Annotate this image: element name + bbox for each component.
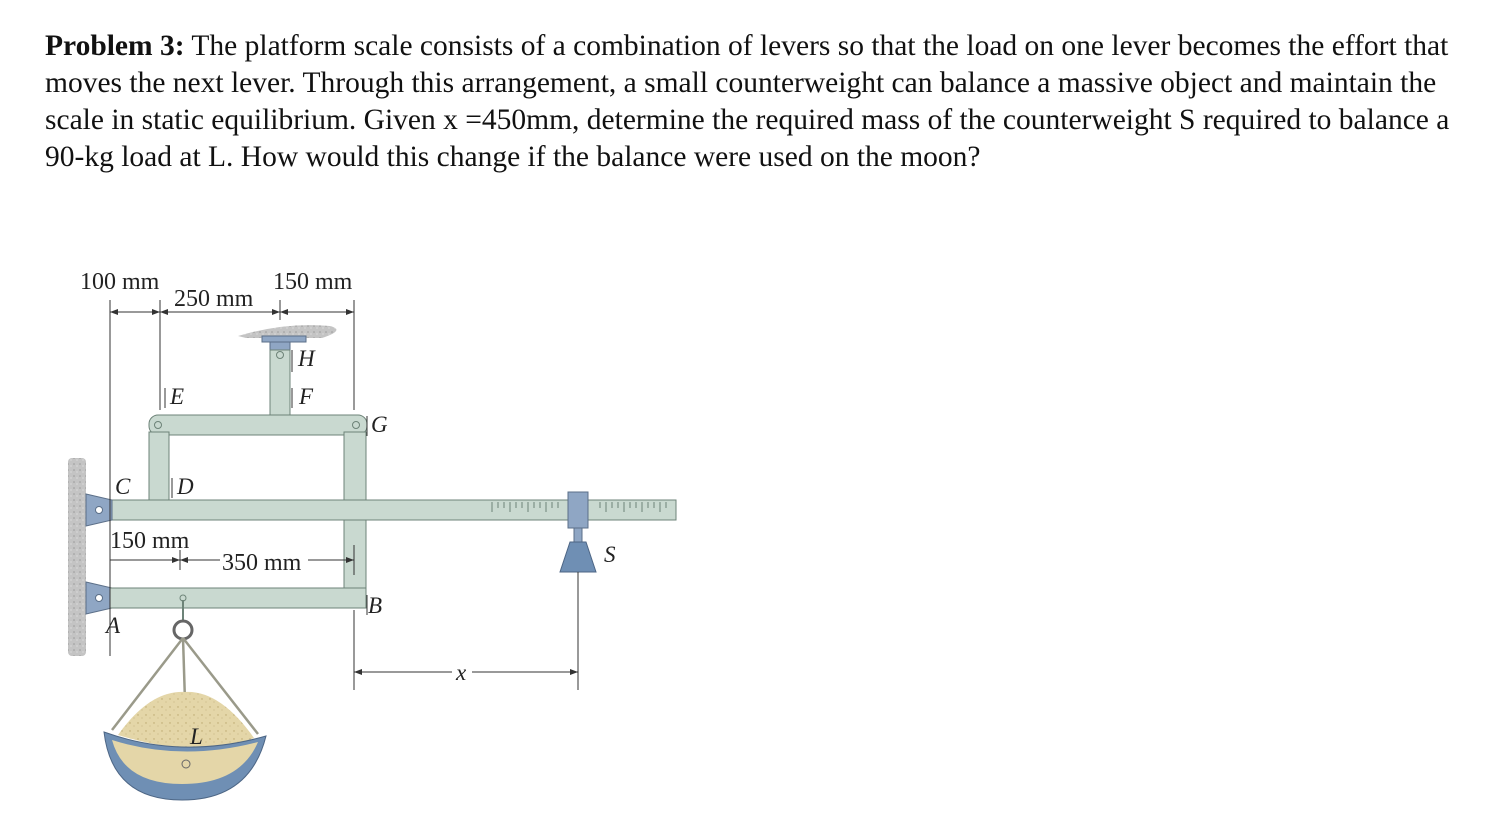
label-d: D xyxy=(177,474,194,499)
dim-x: x xyxy=(456,660,467,685)
dim-150mm-top: 150 mm xyxy=(273,269,353,295)
slider-s xyxy=(568,492,588,528)
label-c: C xyxy=(115,474,131,499)
label-g: G xyxy=(371,412,388,437)
problem-heading: Problem 3: xyxy=(45,30,185,62)
label-h: H xyxy=(298,346,315,371)
label-l: L xyxy=(190,724,203,749)
wall xyxy=(68,458,86,656)
dim-150mm-mid: 150 mm xyxy=(110,528,190,554)
label-f: F xyxy=(299,384,314,409)
lever-ab xyxy=(110,588,366,608)
dim-100mm: 100 mm xyxy=(80,269,160,295)
label-b: B xyxy=(368,593,383,618)
hanger-ring xyxy=(174,621,192,639)
label-s: S xyxy=(604,542,616,567)
dim-250mm: 250 mm xyxy=(174,286,254,312)
label-a: A xyxy=(106,613,121,638)
lever-efg xyxy=(149,415,367,435)
sand-load xyxy=(118,692,254,748)
lever-cd-beam xyxy=(110,500,676,520)
problem-text: The platform scale consists of a combination of levers so that the load on one lever becomes the effort that moves the next lever. Through this arrangement, a small counterweight can balance a massive object and maintain the scale in static equilibrium. Given x =450mm, determine the required mass of the counterweight S required to balance a 90-kg load at L. How would this change if the balance were used on the moon? xyxy=(45,30,1450,173)
counterweight-s xyxy=(560,542,596,572)
label-e: E xyxy=(170,384,185,409)
dim-350mm: 350 mm xyxy=(222,550,302,576)
